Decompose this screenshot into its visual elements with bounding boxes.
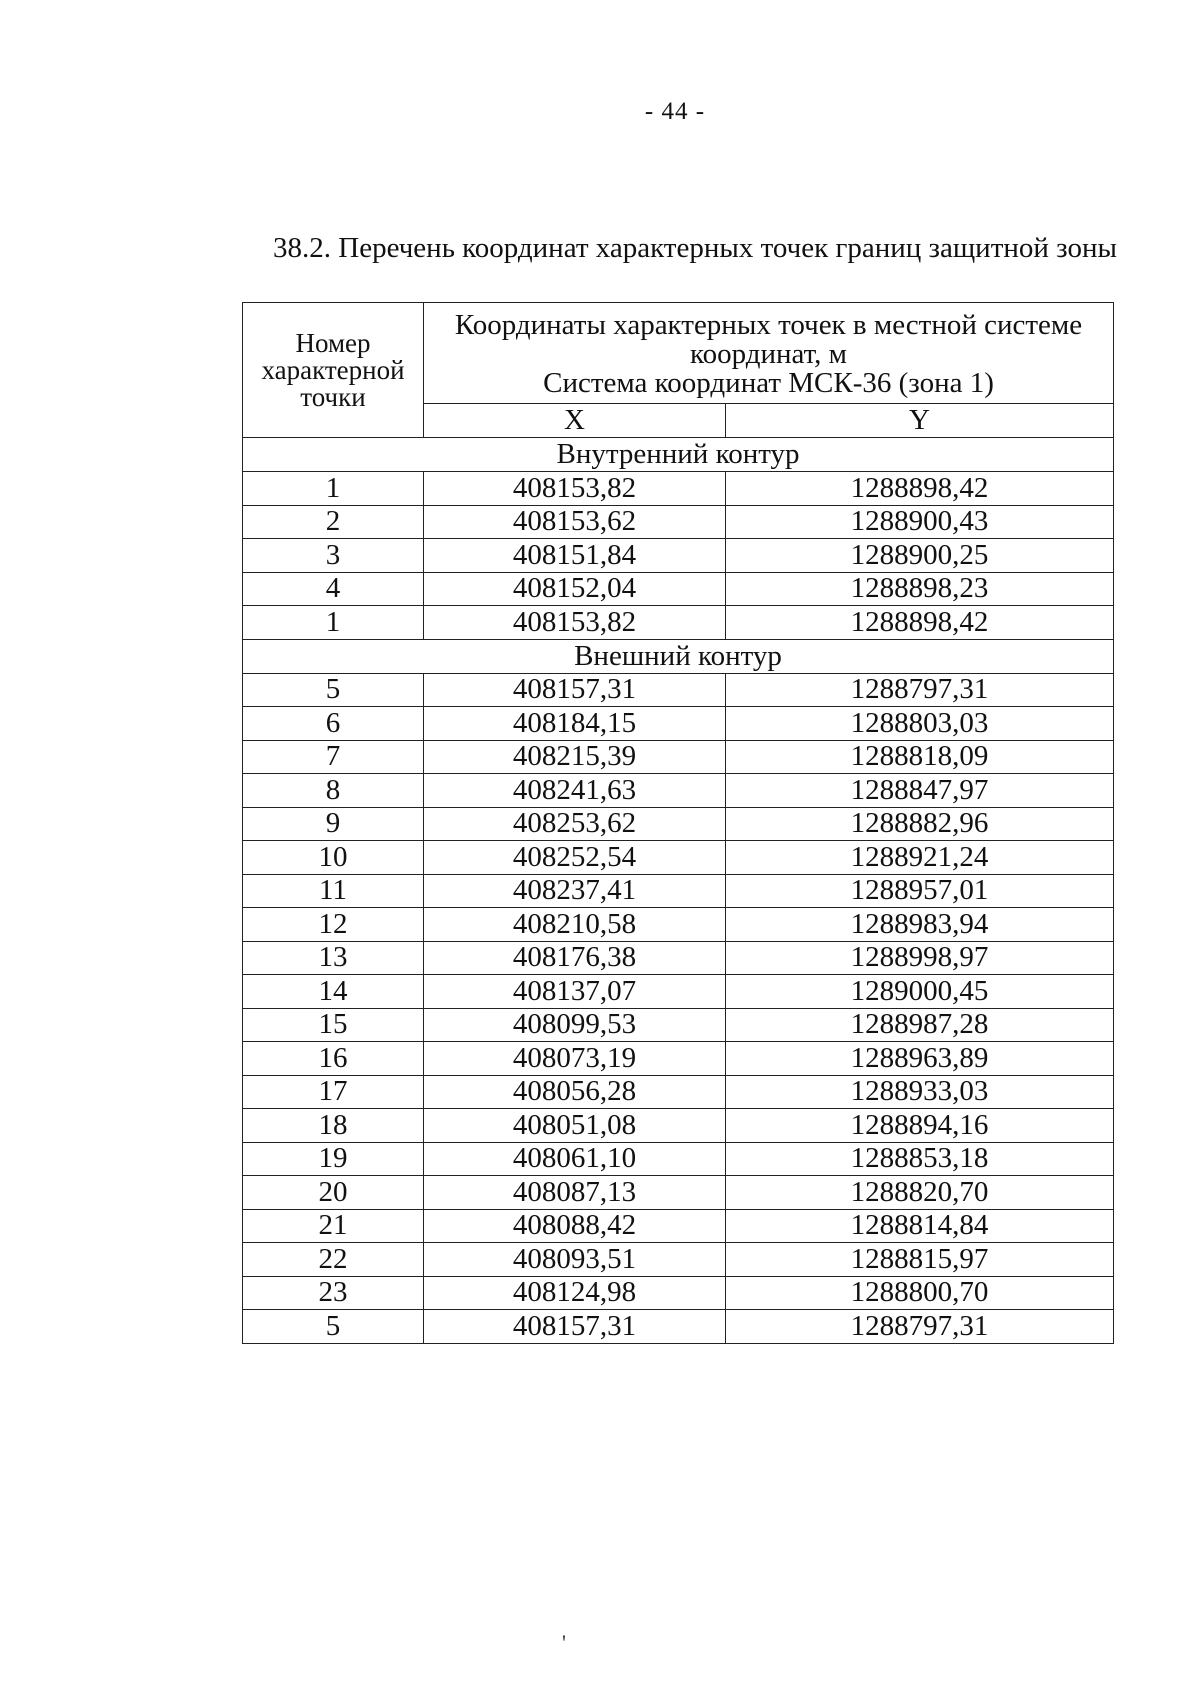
y-coordinate-cell: 1288847,97 <box>726 774 1114 808</box>
x-coordinate-cell: 408051,08 <box>424 1109 726 1143</box>
header-y: Y <box>726 404 1114 438</box>
point-number-cell: 4 <box>243 572 424 606</box>
y-coordinate-cell: 1288898,42 <box>726 606 1114 640</box>
header-coordinates <box>424 303 1114 404</box>
y-coordinate-cell: 1288894,16 <box>726 1109 1114 1143</box>
table-row <box>243 975 1114 1009</box>
y-coordinate-cell: 1288998,97 <box>726 941 1114 975</box>
x-coordinate-cell: 408184,15 <box>424 707 726 741</box>
coordinates-table-body <box>243 303 1114 1344</box>
point-number-cell: 15 <box>243 1008 424 1042</box>
x-coordinate-cell: 408157,31 <box>424 1310 726 1344</box>
table-row <box>243 1042 1114 1076</box>
x-coordinate-cell: 408056,28 <box>424 1075 726 1109</box>
table-row <box>243 707 1114 741</box>
table-row <box>243 1176 1114 1210</box>
table-row <box>243 941 1114 975</box>
group-title: Внешний контур <box>243 639 1114 673</box>
point-number-cell: 1 <box>243 472 424 506</box>
y-coordinate-cell: 1288882,96 <box>726 807 1114 841</box>
x-coordinate-cell: 408153,82 <box>424 472 726 506</box>
x-coordinate-cell: 408237,41 <box>424 874 726 908</box>
y-coordinate-cell: 1288818,09 <box>726 740 1114 774</box>
table-row <box>243 1075 1114 1109</box>
point-number-cell: 20 <box>243 1176 424 1210</box>
table-row <box>243 908 1114 942</box>
header-point-number: Номер характерной точки <box>243 303 424 438</box>
point-number-cell: 10 <box>243 841 424 875</box>
y-coordinate-cell: 1288797,31 <box>726 673 1114 707</box>
table-row <box>243 1276 1114 1310</box>
y-coordinate-cell: 1288815,97 <box>726 1243 1114 1277</box>
x-coordinate-cell: 408253,62 <box>424 807 726 841</box>
table-header-row <box>243 303 1114 404</box>
table-group-row <box>243 438 1114 472</box>
stray-mark: ' <box>562 1630 566 1655</box>
x-coordinate-cell: 408252,54 <box>424 841 726 875</box>
table-row <box>243 606 1114 640</box>
x-coordinate-cell: 408151,84 <box>424 539 726 573</box>
header-coordinates-line-1: Координаты характерных точек в местной системе <box>454 308 1083 341</box>
x-coordinate-cell: 408093,51 <box>424 1243 726 1277</box>
x-coordinate-cell: 408157,31 <box>424 673 726 707</box>
y-coordinate-cell: 1288820,70 <box>726 1176 1114 1210</box>
x-coordinate-cell: 408061,10 <box>424 1142 726 1176</box>
point-number-cell: 7 <box>243 740 424 774</box>
y-coordinate-cell: 1289000,45 <box>726 975 1114 1009</box>
point-number-cell: 5 <box>243 673 424 707</box>
y-coordinate-cell: 1288987,28 <box>726 1008 1114 1042</box>
y-coordinate-cell: 1288957,01 <box>726 874 1114 908</box>
point-number-cell: 17 <box>243 1075 424 1109</box>
x-coordinate-cell: 408241,63 <box>424 774 726 808</box>
table-row <box>243 1142 1114 1176</box>
table-row <box>243 505 1114 539</box>
y-coordinate-cell: 1288898,23 <box>726 572 1114 606</box>
x-coordinate-cell: 408153,62 <box>424 505 726 539</box>
table-row <box>243 673 1114 707</box>
y-coordinate-cell: 1288800,70 <box>726 1276 1114 1310</box>
table-row <box>243 841 1114 875</box>
y-coordinate-cell: 1288921,24 <box>726 841 1114 875</box>
y-coordinate-cell: 1288898,42 <box>726 472 1114 506</box>
y-coordinate-cell: 1288900,43 <box>726 505 1114 539</box>
point-number-cell: 16 <box>243 1042 424 1076</box>
table-row <box>243 874 1114 908</box>
point-number-cell: 21 <box>243 1209 424 1243</box>
table-row <box>243 1310 1114 1344</box>
page-number: - 44 - <box>644 98 706 125</box>
point-number-cell: 5 <box>243 1310 424 1344</box>
section-heading: 38.2. Перечень координат характерных точек границ защитной зоны <box>273 232 1117 264</box>
point-number-cell: 18 <box>243 1109 424 1143</box>
x-coordinate-cell: 408073,19 <box>424 1042 726 1076</box>
y-coordinate-cell: 1288933,03 <box>726 1075 1114 1109</box>
point-number-cell: 22 <box>243 1243 424 1277</box>
table-row <box>243 472 1114 506</box>
header-coordinates-line-3: Система координат МСК-36 (зона 1) <box>543 366 994 399</box>
y-coordinate-cell: 1288853,18 <box>726 1142 1114 1176</box>
point-number-cell: 11 <box>243 874 424 908</box>
x-coordinate-cell: 408124,98 <box>424 1276 726 1310</box>
y-coordinate-cell: 1288814,84 <box>726 1209 1114 1243</box>
point-number-cell: 13 <box>243 941 424 975</box>
x-coordinate-cell: 408210,58 <box>424 908 726 942</box>
point-number-cell: 23 <box>243 1276 424 1310</box>
point-number-cell: 8 <box>243 774 424 808</box>
group-title: Внутренний контур <box>243 438 1114 472</box>
header-x: X <box>424 404 726 438</box>
table-row <box>243 740 1114 774</box>
table-row <box>243 774 1114 808</box>
table-row <box>243 1209 1114 1243</box>
point-number-cell: 19 <box>243 1142 424 1176</box>
table-row <box>243 1243 1114 1277</box>
x-coordinate-cell: 408153,82 <box>424 606 726 640</box>
point-number-cell: 9 <box>243 807 424 841</box>
y-coordinate-cell: 1288803,03 <box>726 707 1114 741</box>
header-coordinates-line-2: координат, м <box>690 337 847 370</box>
y-coordinate-cell: 1288900,25 <box>726 539 1114 573</box>
point-number-cell: 1 <box>243 606 424 640</box>
table-group-row <box>243 639 1114 673</box>
point-number-cell: 6 <box>243 707 424 741</box>
table-row <box>243 1109 1114 1143</box>
table-row <box>243 807 1114 841</box>
point-number-cell: 2 <box>243 505 424 539</box>
y-coordinate-cell: 1288963,89 <box>726 1042 1114 1076</box>
x-coordinate-cell: 408087,13 <box>424 1176 726 1210</box>
x-coordinate-cell: 408137,07 <box>424 975 726 1009</box>
x-coordinate-cell: 408215,39 <box>424 740 726 774</box>
table-row <box>243 539 1114 573</box>
y-coordinate-cell: 1288797,31 <box>726 1310 1114 1344</box>
coordinates-table <box>242 302 1114 1344</box>
y-coordinate-cell: 1288983,94 <box>726 908 1114 942</box>
x-coordinate-cell: 408176,38 <box>424 941 726 975</box>
point-number-cell: 14 <box>243 975 424 1009</box>
point-number-cell: 3 <box>243 539 424 573</box>
x-coordinate-cell: 408088,42 <box>424 1209 726 1243</box>
table-row <box>243 572 1114 606</box>
x-coordinate-cell: 408099,53 <box>424 1008 726 1042</box>
x-coordinate-cell: 408152,04 <box>424 572 726 606</box>
table-row <box>243 1008 1114 1042</box>
point-number-cell: 12 <box>243 908 424 942</box>
